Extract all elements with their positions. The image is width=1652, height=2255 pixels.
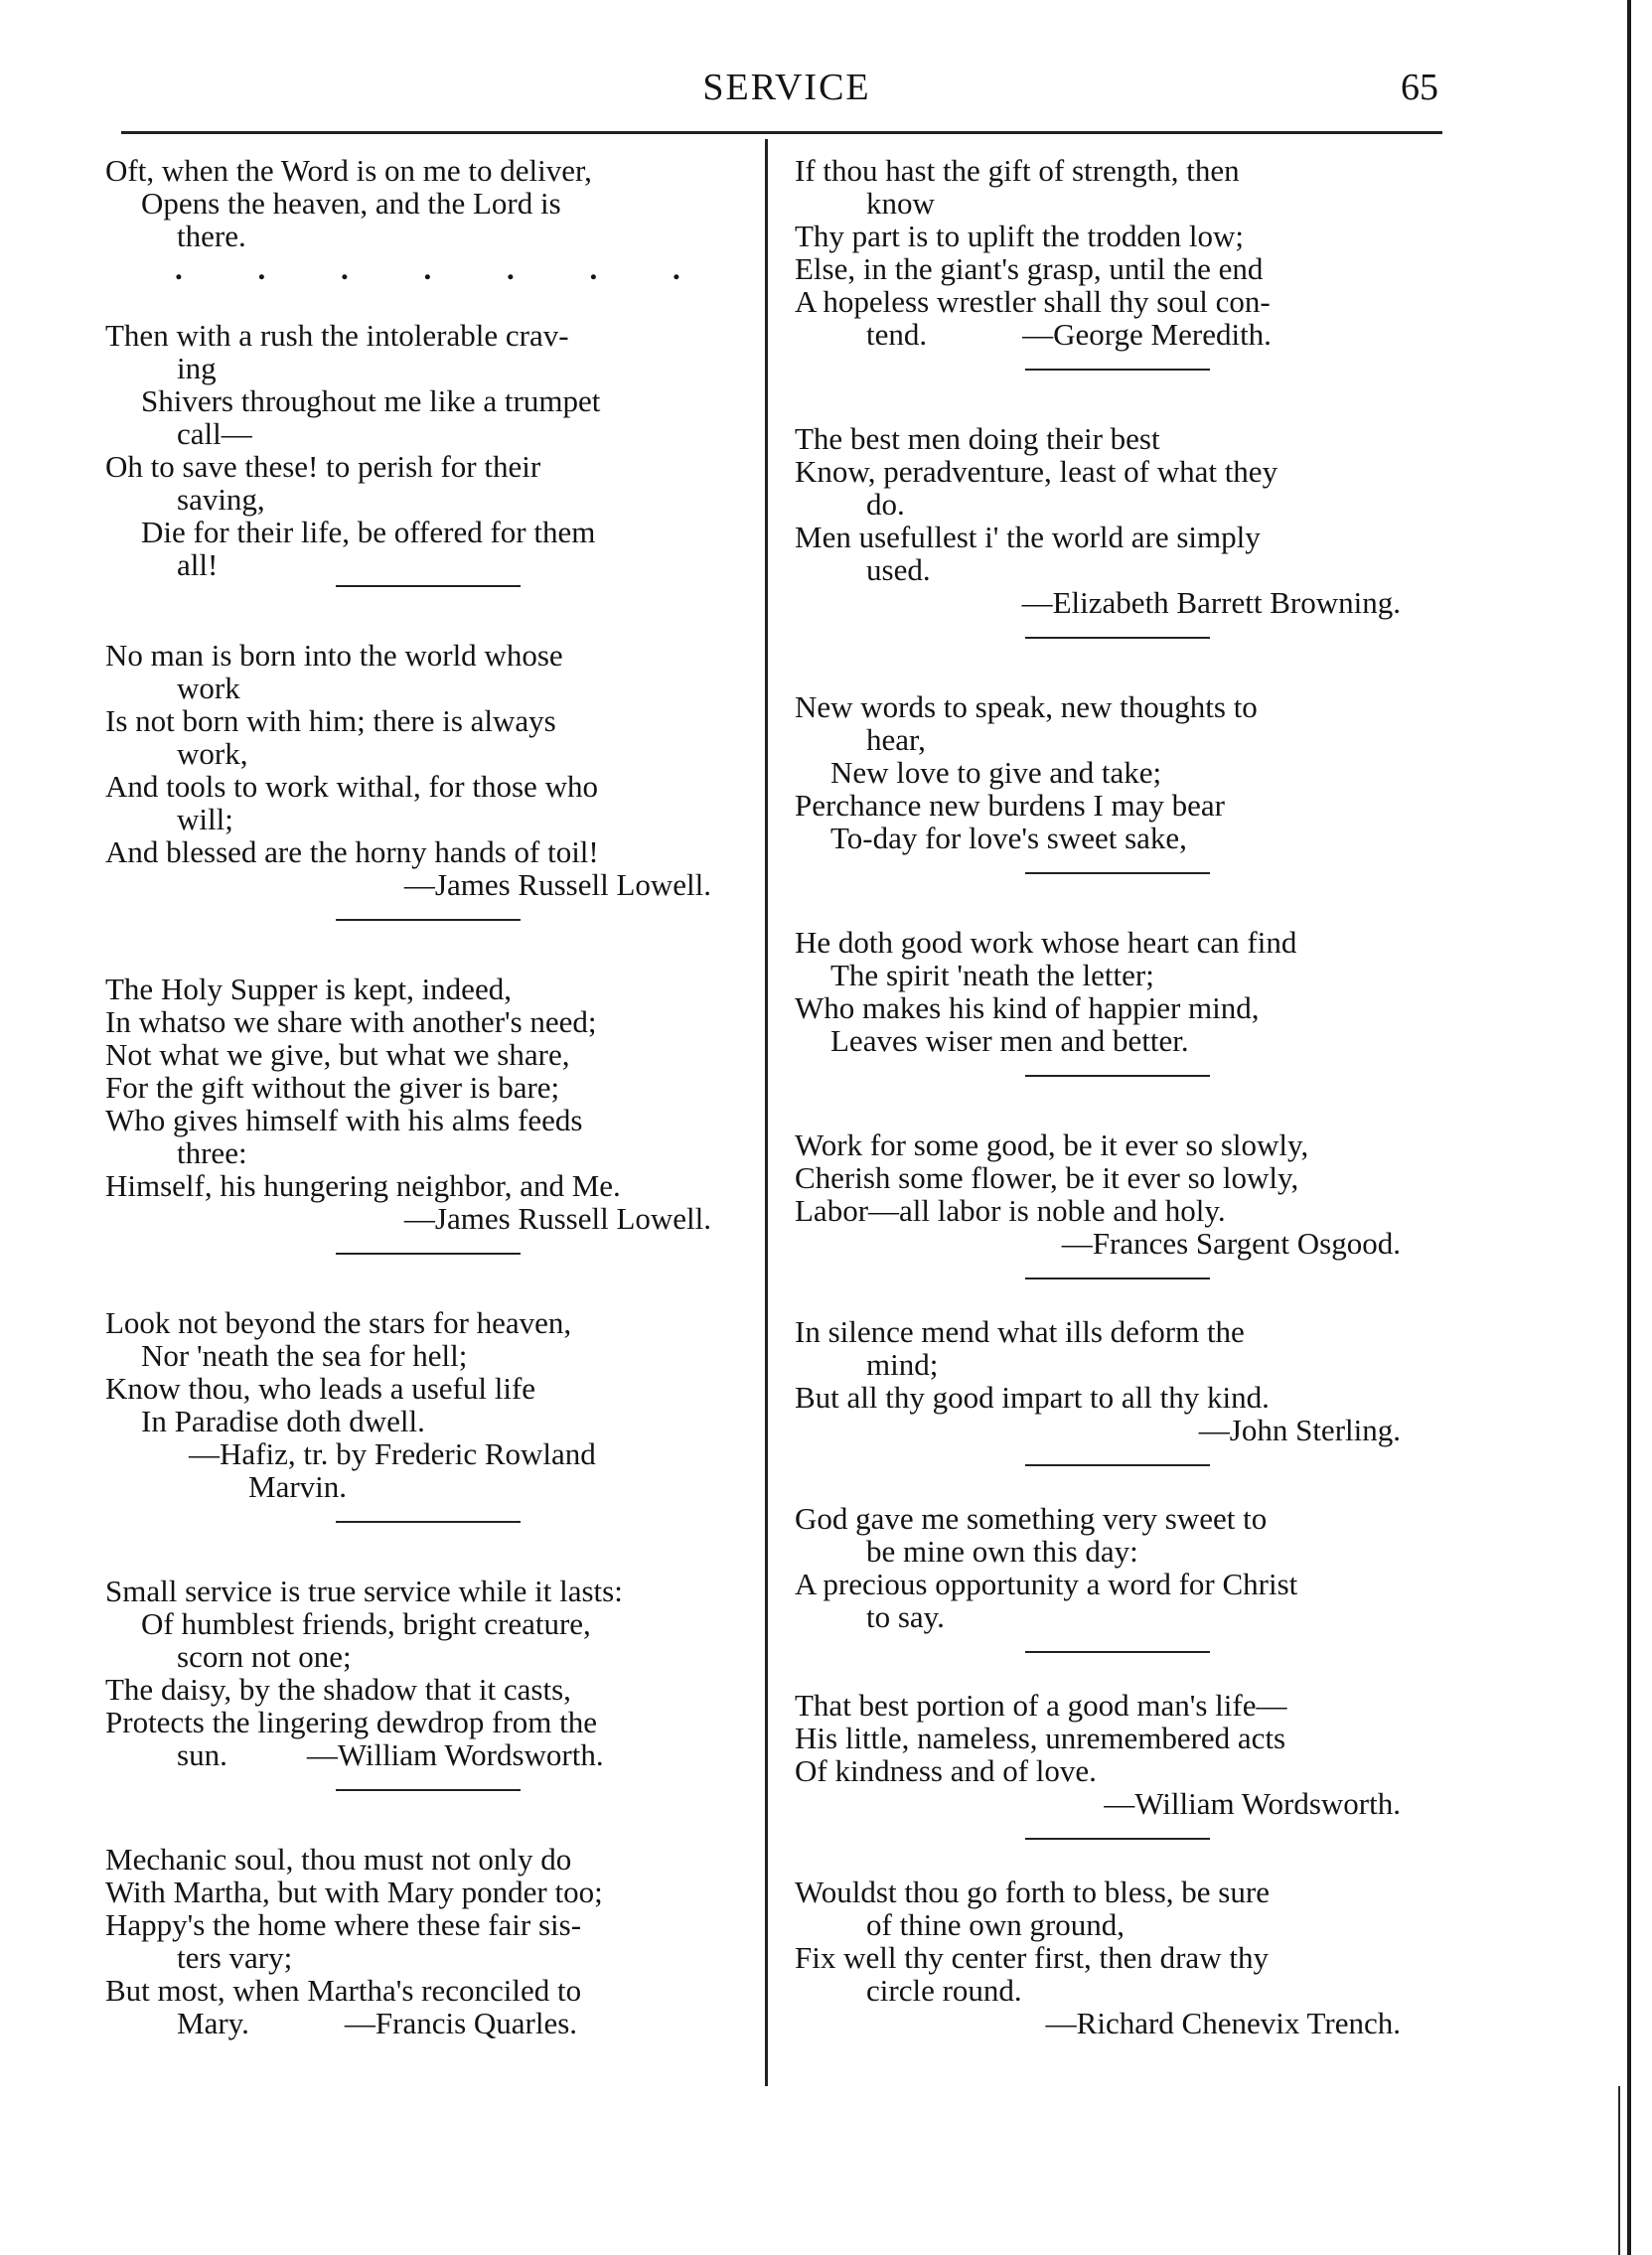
quote-line: And blessed are the horny hands of toil!: [105, 834, 599, 869]
quote-line: Fix well thy center first, then draw thy: [795, 1940, 1269, 1975]
quote-line: Small service is true service while it lasts:: [105, 1574, 623, 1608]
quote-line: know: [866, 186, 935, 221]
quote-line: Know thou, who leads a useful life: [105, 1371, 536, 1406]
quote-line: Cherish some flower, be it ever so lowly,: [795, 1160, 1299, 1195]
quote-line: work,: [177, 736, 248, 771]
quote-line: ing: [177, 351, 217, 385]
section-rule: [1025, 369, 1210, 371]
quote-line: Shivers throughout me like a trumpet: [141, 383, 601, 418]
page-number: 65: [1401, 67, 1438, 108]
quote-line: [795, 318, 1440, 351]
quote-mechanic-soul: [105, 1843, 751, 2039]
quote-line: Of humblest friends, bright creature,: [141, 1606, 591, 1641]
quote-line: Happy's the home where these fair sis-: [105, 1907, 582, 1942]
attribution: —Richard Chenevix Trench.: [1045, 2006, 1401, 2040]
quote-line: The Holy Supper is kept, indeed,: [105, 972, 512, 1006]
quote-line: three:: [177, 1135, 247, 1170]
quote-line-end: Mary.: [177, 2006, 249, 2040]
column-divider: [765, 139, 768, 2086]
quote-line: scorn not one;: [177, 1639, 352, 1674]
quote-best-portion: [795, 1689, 1440, 1820]
quote-line: Who gives himself with his alms feeds: [105, 1103, 583, 1137]
quote-line: Mechanic soul, thou must not only do: [105, 1842, 572, 1877]
quote-look-not-beyond: [105, 1306, 751, 1503]
quote-line: For the gift without the giver is bare;: [105, 1070, 560, 1105]
quote-line: saving,: [177, 482, 265, 517]
quote-line: Then with a rush the intolerable crav-: [105, 318, 569, 353]
section-rule: [1025, 872, 1210, 874]
attribution: —James Russell Lowell.: [403, 867, 711, 902]
quote-line: Men usefullest i' the world are simply: [795, 520, 1261, 554]
page-edge-mark: [1618, 2086, 1620, 2255]
quote-line: And tools to work withal, for those who: [105, 769, 598, 804]
attribution: —James Russell Lowell.: [403, 1201, 711, 1236]
section-rule: [336, 585, 521, 587]
quote-line: Opens the heaven, and the Lord is: [141, 186, 561, 221]
attribution: —Frances Sargent Osgood.: [1061, 1226, 1401, 1261]
quote-line: Protects the lingering dewdrop from the: [105, 1705, 598, 1739]
ellipsis: . . . . . . .: [175, 251, 714, 286]
quote-line: work: [177, 671, 240, 705]
quote-god-gave-me: [795, 1502, 1440, 1633]
left-column: [105, 154, 751, 2039]
quote-line: Look not beyond the stars for heaven,: [105, 1305, 572, 1340]
quote-line: The best men doing their best: [795, 421, 1160, 456]
section-rule: [336, 1789, 521, 1791]
section-rule: [1025, 1651, 1210, 1653]
attribution-continued: Marvin.: [248, 1469, 348, 1504]
quote-no-man-is-born: [105, 639, 751, 901]
quote-line: He doth good work whose heart can find: [795, 925, 1297, 960]
page-title: SERVICE: [702, 67, 871, 108]
quote-line: [105, 2007, 751, 2039]
quote-line: In Paradise doth dwell.: [141, 1404, 425, 1438]
quote-line: Who makes his kind of happier mind,: [795, 990, 1260, 1025]
quote-good-work: [795, 926, 1440, 1057]
quote-line: If thou hast the gift of strength, then: [795, 153, 1240, 188]
quote-line: God gave me something very sweet to: [795, 1501, 1268, 1536]
quote-line: His little, nameless, unremembered acts: [795, 1721, 1286, 1755]
section-rule: [336, 1521, 521, 1523]
quote-line: Wouldst thou go forth to bless, be sure: [795, 1875, 1270, 1909]
right-column: [795, 154, 1440, 2039]
quote-holy-supper: [105, 973, 751, 1235]
quote-line: Nor 'neath the sea for hell;: [141, 1338, 468, 1373]
quote-line: The spirit 'neath the letter;: [830, 958, 1154, 992]
quote-line: mind;: [866, 1347, 939, 1382]
quote-line: A precious opportunity a word for Christ: [795, 1567, 1298, 1601]
quote-line: New love to give and take;: [830, 755, 1162, 790]
section-rule: [336, 919, 521, 921]
quote-line: Know, peradventure, least of what they: [795, 454, 1278, 489]
quote-line: circle round.: [866, 1973, 1022, 2008]
quote-line: To-day for love's sweet sake,: [830, 821, 1187, 855]
quote-line-end: sun.: [177, 1737, 227, 1772]
quote-line: But all thy good impart to all thy kind.: [795, 1380, 1270, 1415]
quote-line: Die for their life, be offered for them: [141, 515, 596, 549]
quote-new-words: [795, 690, 1440, 854]
quote-line: But most, when Martha's reconciled to: [105, 1973, 582, 2008]
section-rule: [1025, 1075, 1210, 1077]
quote-line: hear,: [866, 722, 926, 757]
quote-line: [105, 1738, 751, 1771]
quote-line: Else, in the giant's grasp, until the end: [795, 251, 1264, 286]
quote-line: Is not born with him; there is always: [105, 703, 556, 738]
quote-gift-of-strength: [795, 154, 1440, 351]
attribution: —Hafiz, tr. by Frederic Rowland: [189, 1436, 596, 1471]
quote-line: In whatso we share with another's need;: [105, 1004, 597, 1039]
quote-line: The daisy, by the shadow that it casts,: [105, 1672, 571, 1707]
section-rule: [336, 1253, 521, 1255]
header-rule: [121, 131, 1442, 134]
section-rule: [1025, 1464, 1210, 1466]
attribution: —Elizabeth Barrett Browning.: [1021, 585, 1401, 620]
attribution: —William Wordsworth.: [306, 1737, 604, 1772]
spacer: [105, 285, 751, 319]
quote-line: Not what we give, but what we share,: [105, 1037, 570, 1072]
quote-line: to say.: [866, 1599, 945, 1634]
quote-line: be mine own this day:: [866, 1534, 1138, 1569]
attribution: —John Sterling.: [1198, 1413, 1401, 1447]
quote-line: No man is born into the world whose: [105, 638, 563, 673]
quote-line: of thine own ground,: [866, 1907, 1126, 1942]
quote-line: will;: [177, 802, 233, 836]
quote-line: Oft, when the Word is on me to deliver,: [105, 153, 592, 188]
quote-line: Labor—all labor is noble and holy.: [795, 1193, 1226, 1228]
quote-small-service: [105, 1575, 751, 1771]
quote-work-for-some-good: [795, 1128, 1440, 1260]
attribution: —William Wordsworth.: [1104, 1786, 1401, 1821]
section-rule: [1025, 1838, 1210, 1840]
section-rule: [1025, 1278, 1210, 1279]
quote-line: Thy part is to uplift the trodden low;: [795, 219, 1245, 253]
attribution: —Francis Quarles.: [344, 2006, 578, 2040]
quote-line: Himself, his hungering neighbor, and Me.: [105, 1168, 621, 1203]
quote-line: ters vary;: [177, 1940, 293, 1975]
quote-line: New words to speak, new thoughts to: [795, 689, 1258, 724]
quote-line: Perchance new burdens I may bear: [795, 788, 1225, 823]
quote-line: used.: [866, 552, 931, 587]
quote-line: Work for some good, be it ever so slowly,: [795, 1128, 1309, 1162]
quote-line: With Martha, but with Mary ponder too;: [105, 1875, 603, 1909]
quote-best-men: [795, 422, 1440, 619]
quote-line: Oh to save these! to perish for their: [105, 449, 541, 484]
quote-line: Of kindness and of love.: [795, 1753, 1097, 1788]
quote-line: do.: [866, 487, 905, 522]
quote-line: Leaves wiser men and better.: [830, 1023, 1189, 1058]
quote-line: In silence mend what ills deform the: [795, 1314, 1245, 1349]
quote-line: That best portion of a good man's life—: [795, 1688, 1287, 1723]
page-edge: [1627, 0, 1631, 2255]
quote-wouldst-thou: [795, 1876, 1440, 2039]
quote-in-silence: [795, 1315, 1440, 1446]
quote-line: A hopeless wrestler shall thy soul con-: [795, 284, 1271, 319]
quote-line: there.: [177, 219, 246, 253]
attribution: —George Meredith.: [1022, 317, 1272, 352]
quote-line: call—: [177, 416, 252, 451]
quote-oft-when: [105, 154, 751, 581]
quote-line: all!: [177, 547, 219, 582]
quote-line-end: tend.: [866, 317, 928, 352]
section-rule: [1025, 637, 1210, 639]
